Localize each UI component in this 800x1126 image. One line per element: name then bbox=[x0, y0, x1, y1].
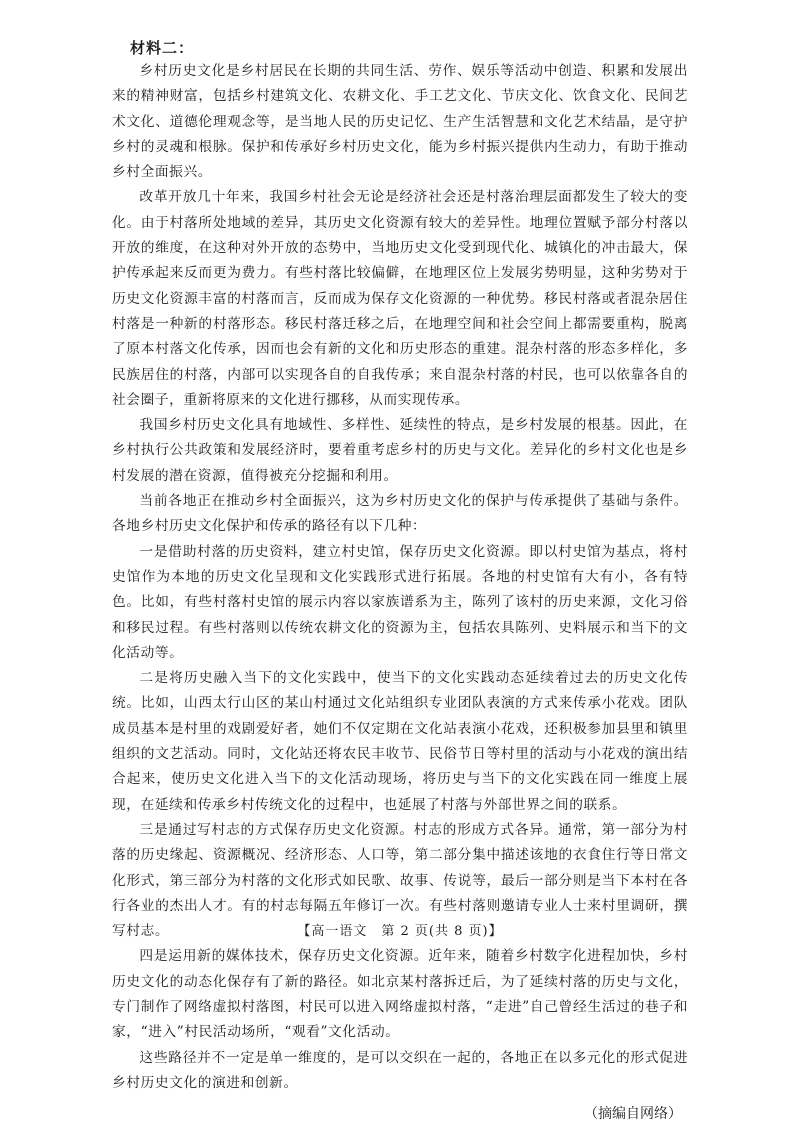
paragraph-1: 乡村历史文化是乡村居民在长期的共同生活、劳作、娱乐等活动中创造、积累和发展出来的精神财富，包括乡村建筑文化、农耕文化、手工艺文化、节庆文化、饮食文化、民间艺术文化、道德伦理观念等，是当地人民的历史记忆、生产生活智慧和文化艺术结晶，是守护乡村的灵魂和根脉。保护和传承好乡村历史文化，能为乡村振兴提供内生动力，有助于推动乡村全面振兴。 bbox=[112, 63, 688, 181]
paragraph-4: 当前各地正在推动乡村全面振兴，这为乡村历史文化的保护与传承提供了基础与条件。各地乡村历史文化保护和传承的路径有以下几种： bbox=[112, 493, 688, 535]
paragraph-7: 三是通过写村志的方式保存历史文化资源。村志的形成方式各异。通常，第一部分为村落的历史缘起、资源概况、经济形态、人口等，第二部分集中描述该地的衣食住行等日常文化形式，第三部分为村落的文化形式如民歌、故事、传说等，最后一部分则是当下本村在各行各业的杰出人才。有的村志每隔五年修订一次。有些村落则邀请专业人士来村里调研，撰写村志。 bbox=[112, 821, 688, 940]
paragraph-2: 改革开放几十年来，我国乡村社会无论是经济社会还是村落治理层面都发生了较大的变化。由于村落所处地域的差异，其历史文化资源有较大的差异性。地理位置赋予部分村落以开放的维度，在这种对外开放的态势中，当地历史文化受到现代化、城镇化的冲击最大，保护传承起来反而更为费力。有些村落比较偏僻，在地理区位上发展劣势明显，这种劣势对于历史文化资源丰富的村落而言，反而成为保存文化资源的一种优势。移民村落或者混杂居住村落是一种新的村落形态。移民村落迁移之后，在地理空间和社会空间上都需要重构，脱离了原本村落文化传承，因而也会有新的文化和历史形态的重建。混杂村落的形态多样化，多民族居住的村落，内部可以实现各自的自我传承；来自混杂村落的村民，也可以依靠各自的社会圈子，重新将原来的文化进行挪移，从而实现传承。 bbox=[112, 189, 688, 408]
page-footer: 【高一语文 第 2 页(共 8 页)】 bbox=[297, 924, 503, 939]
material-heading: 材料二： bbox=[130, 39, 195, 57]
source-note: （摘编自网络） bbox=[584, 1106, 682, 1123]
paragraph-3: 我国乡村历史文化具有地域性、多样性、延续性的特点，是乡村发展的根基。因此，在乡村执行公共政策和发展经济时，要着重考虑乡村的历史与文化。差异化的乡村文化也是乡村发展的潜在资源，值得被充分挖掘和利用。 bbox=[112, 417, 688, 484]
paragraph-5: 一是借助村落的历史资料，建立村史馆，保存历史文化资源。即以村史馆为基点，将村史馆作为本地的历史文化呈现和文化实践形式进行拓展。各地的村史馆有大有小，各有特色。比如，有些村落村史馆的展示内容以家族谱系为主，陈列了该村的历史来源，文化习俗和移民过程。有些村落则以传统农耕文化的资源为主，包括农具陈列、史料展示和当下的文化活动等。 bbox=[112, 543, 688, 661]
paragraph-9: 这些路径并不一定是单一维度的，是可以交织在一起的，各地正在以多元化的形式促进乡村历史文化的演进和创新。 bbox=[112, 1049, 688, 1091]
paragraph-6: 二是将历史融入当下的文化实践中，使当下的文化实践动态延续着过去的历史文化传统。比如，山西太行山区的某山村通过文化站组织专业团队表演的方式来传承小花戏。团队成员基本是村里的戏剧爱好者，她们不仅定期在文化站表演小花戏，还积极参加县里和镇里组织的文艺活动。同时，文化站还将农民丰收节、民俗节日等村里的活动与小花戏的演出结合起来，使历史文化进入当下的文化活动现场，将历史与当下的文化实践在同一维度上展现，在延续和传承乡村传统文化的过程中，也延展了村落与外部世界之间的联系。 bbox=[112, 670, 688, 813]
paragraph-8: 四是运用新的媒体技术，保存历史文化资源。近年来，随着乡村数字化进程加快，乡村历史文化的动态化保存有了新的路径。如北京某村落拆迁后，为了延续村落的历史与文化，专门制作了网络虚拟村落图，村民可以进入网络虚拟村落，“走进”自己曾经生活过的巷子和家，“进入”村民活动场所，“观看”文化活动。 bbox=[112, 948, 688, 1041]
